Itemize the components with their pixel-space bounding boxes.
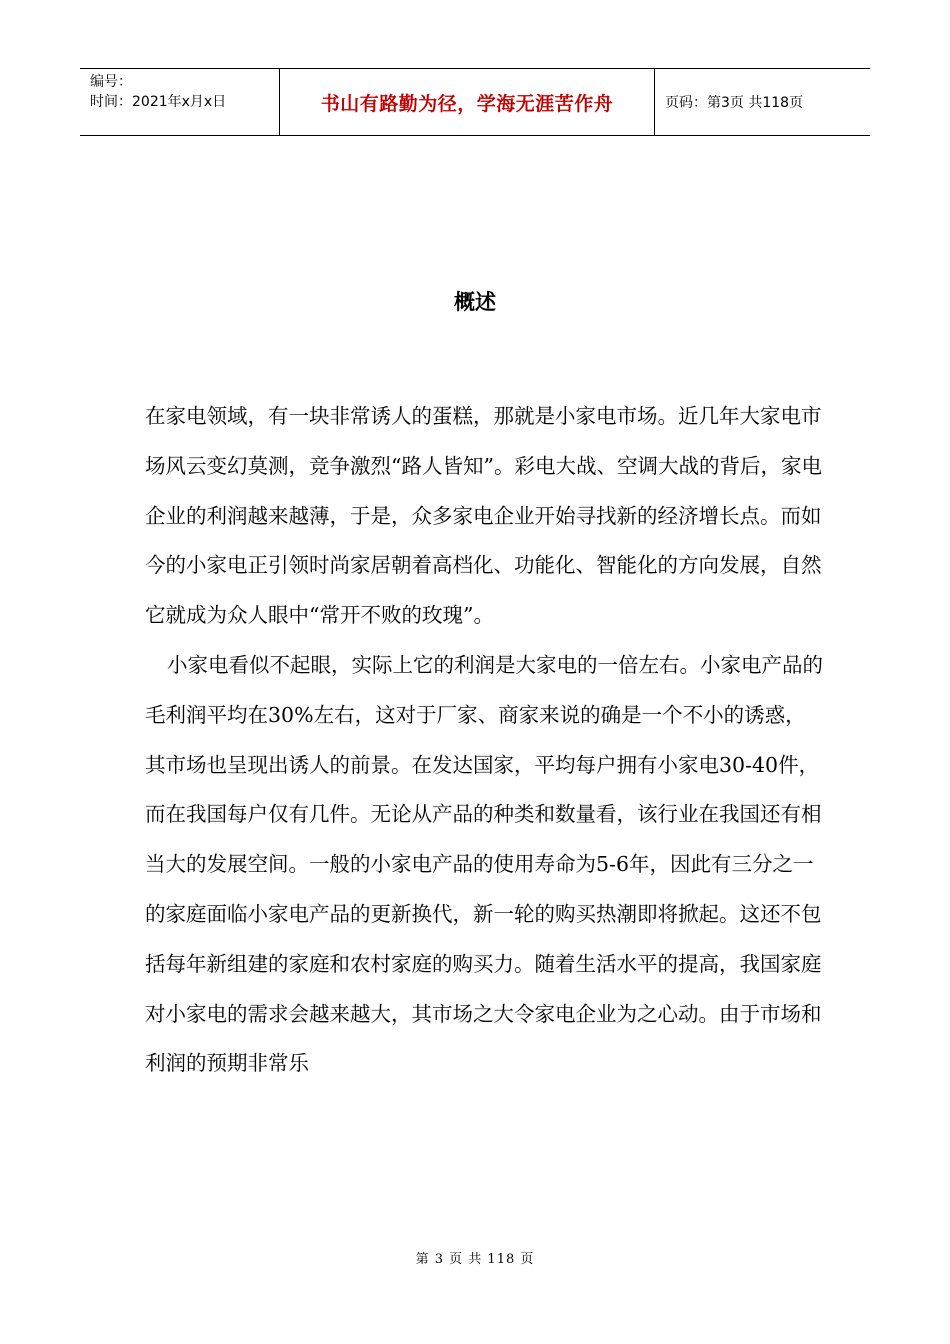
document-header — [80, 68, 870, 136]
paragraph-1: 在家电领域，有一块非常诱人的蛋糕，那就是小家电市场。近几年大家电市场风云变幻莫测，竞争激烈“路人皆知”。彩电大战、空调大战的背后，家电企业的利润越来越薄，于是，众多家电企业开始寻找新的经济增长点。而如今的小家电正引领时尚家居朝着高档化、功能化、智能化的方向发展，自然它就成为众人眼中“常开不败的玫瑰”。 — [145, 404, 822, 628]
page-title: 概述 — [454, 290, 496, 314]
header-meta-cell — [80, 69, 280, 135]
page-info: 页码：第3页 共118页 — [665, 95, 804, 111]
date-label: 时间：2021年x月x日 — [90, 94, 227, 110]
page-footer: 第 3 页 共 118 页 — [415, 1252, 535, 1267]
document-body — [145, 392, 825, 1089]
serial-number-label: 编号： — [90, 74, 132, 90]
paragraph-2: 小家电看似不起眼，实际上它的利润是大家电的一倍左右。小家电产品的毛利润平均在30%左右，这对于厂家、商家来说的确是一个不小的诱惑，其市场也呈现出诱人的前景。在发达国家，平均每户拥有小家电30-40件，而在我国每户仅有几件。无论从产品的种类和数量看，该行业在我国还有相当大的发展空间。一般的小家电产品的使用寿命为5-6年，因此有三分之一的家庭面临小家电产品的更新换代，新一轮的购买热潮即将掀起。这还不包括每年新组建的家庭和农村家庭的购买力。随着生活水平的提高，我国家庭对小家电的需求会越来越大，其市场之大令家电企业为之心动。由于市场和利润的预期非常乐 — [145, 652, 823, 1076]
header-motto-cell — [280, 69, 655, 135]
header-page-cell — [655, 69, 870, 135]
motto-text: 书山有路勤为径，学海无涯苦作舟 — [320, 92, 614, 115]
